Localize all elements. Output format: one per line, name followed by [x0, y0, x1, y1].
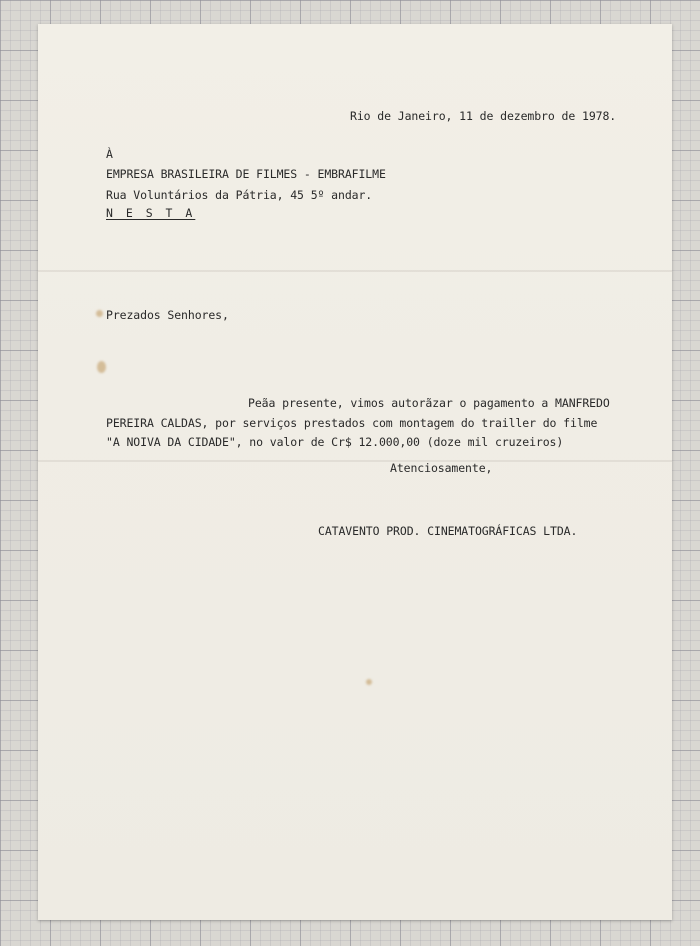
date-line: Rio de Janeiro, 11 de dezembro de 1978.	[350, 109, 617, 123]
paper-fold	[38, 270, 672, 272]
signature-company: CATAVENTO PROD. CINEMATOGRÁFICAS LTDA.	[318, 524, 578, 538]
body-line-2: PEREIRA CALDAS, por serviços prestados com montagem do trailler do filme	[106, 416, 598, 430]
closing: Atenciosamente,	[390, 461, 493, 475]
paper-stain	[97, 361, 106, 373]
recipient-city: N E S T A	[106, 206, 196, 220]
paper-stain	[366, 679, 372, 685]
recipient-company: EMPRESA BRASILEIRA DE FILMES - EMBRAFILME	[106, 167, 386, 181]
body-line-1: Peãa presente, vimos autorãzar o pagamento a MANFREDO	[248, 396, 610, 410]
greeting: Prezados Senhores,	[106, 308, 229, 322]
paper-fold	[38, 460, 672, 462]
letter-sheet	[38, 24, 672, 920]
body-line-3: "A NOIVA DA CIDADE", no valor de Cr$ 12.000,00 (doze mil cruzeiros)	[106, 435, 564, 449]
recipient-prefix: À	[106, 147, 113, 161]
paper-stain	[96, 310, 103, 317]
recipient-address: Rua Voluntários da Pátria, 45 5º andar.	[106, 188, 373, 202]
